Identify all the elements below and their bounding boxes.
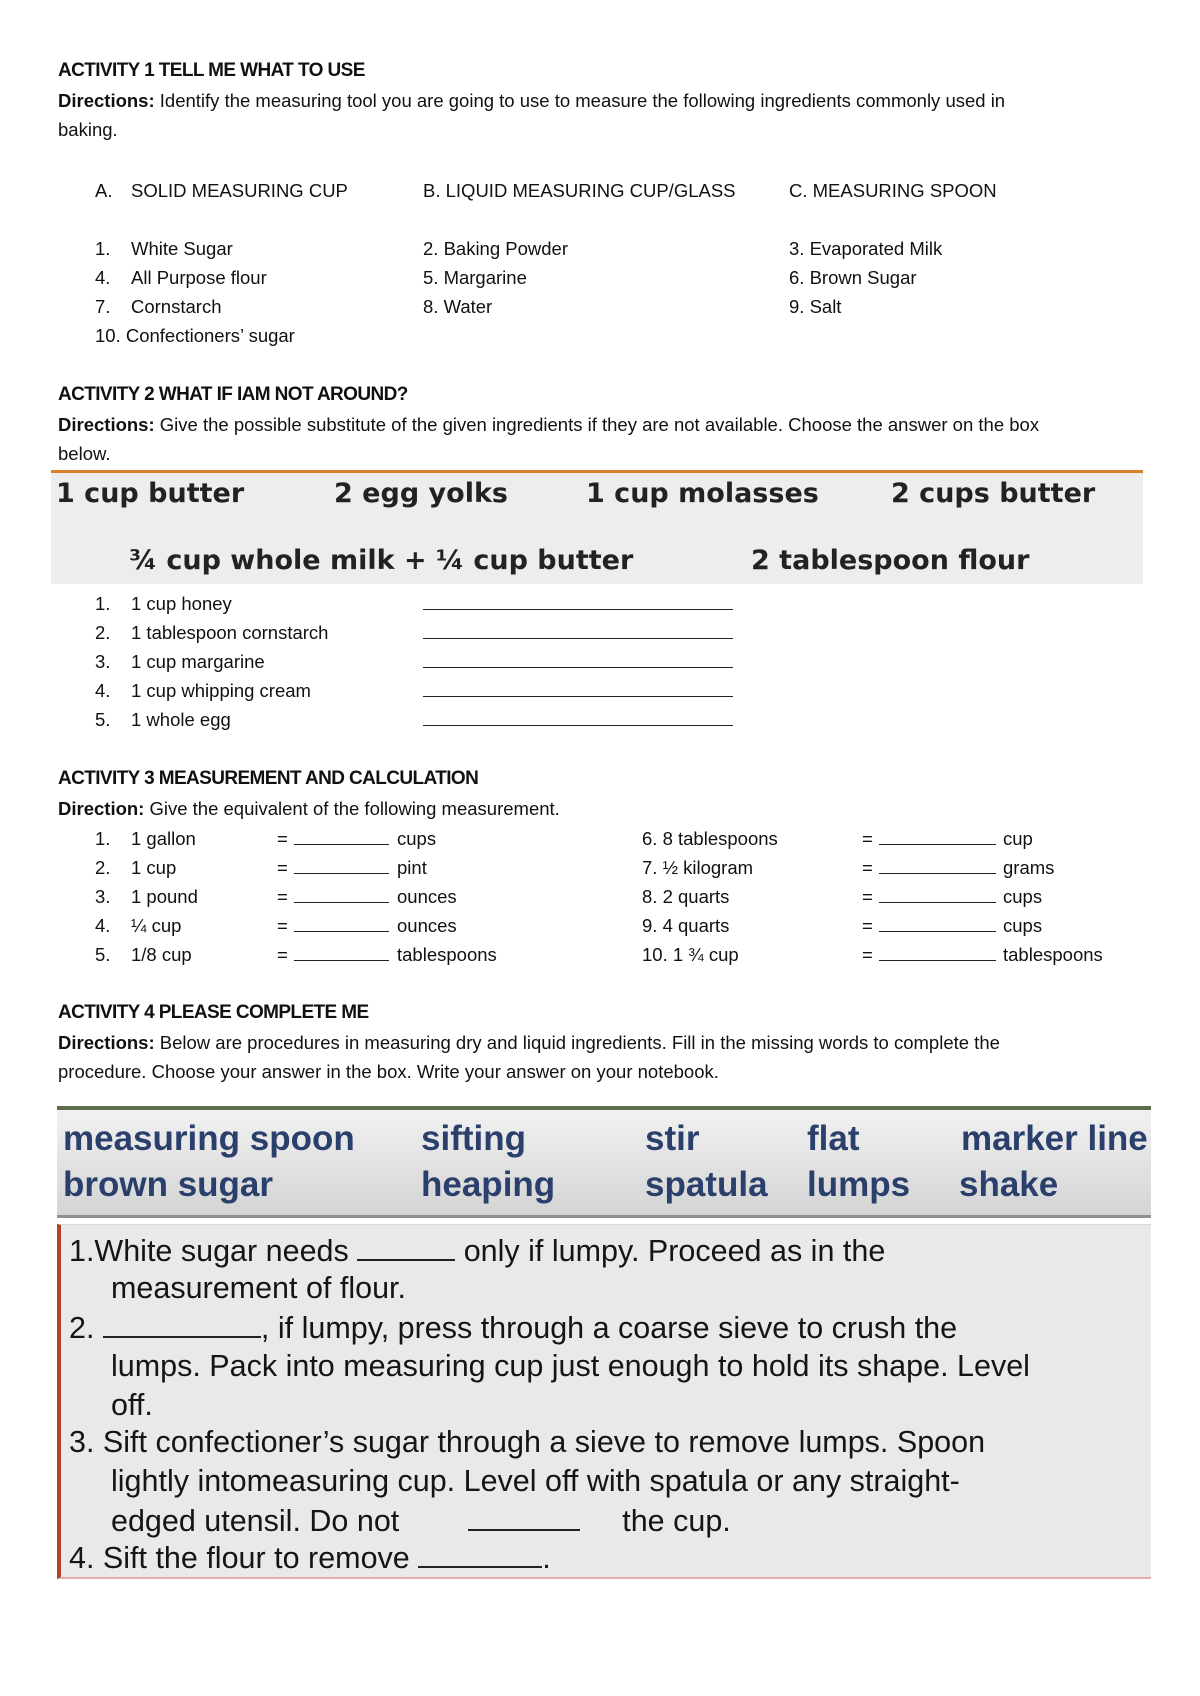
activity1-title: ACTIVITY 1 TELL ME WHAT TO USE <box>58 60 365 81</box>
item-text: 1 tablespoon cornstarch <box>131 622 329 643</box>
unit: tablespoons <box>397 944 497 965</box>
procedure-1 <box>69 1233 885 1269</box>
unit: grams <box>1003 857 1055 878</box>
item-text: 1 whole egg <box>131 709 231 730</box>
item-number: 5. <box>95 709 111 730</box>
item-number: 3. <box>95 651 111 672</box>
equals-sign: = <box>862 828 873 849</box>
activity3-directions <box>58 798 560 820</box>
item-text: Cornstarch <box>131 296 222 317</box>
answer-blank <box>103 1310 261 1338</box>
word-choice: marker line <box>961 1119 1148 1158</box>
answer-blank <box>294 915 389 932</box>
measurement: 7. ½ kilogram <box>642 857 754 878</box>
directions-label: Direction: <box>58 798 145 819</box>
equals-sign: = <box>862 915 873 936</box>
directions-label: Directions: <box>58 90 155 111</box>
option-a: SOLID MEASURING CUP <box>131 180 348 201</box>
answer-blank <box>357 1233 455 1261</box>
item-number: 5. <box>95 944 111 965</box>
procedure-text: the cup. <box>622 1504 731 1538</box>
equals-sign: = <box>277 857 288 878</box>
measurement: 8. 2 quarts <box>642 886 730 907</box>
word-choice: 2 tablespoon flour <box>751 545 1030 576</box>
measurement: 1 cup <box>131 857 177 878</box>
answer-blank <box>468 1503 580 1531</box>
answer-blank <box>879 944 996 961</box>
procedure-text: off. <box>111 1388 153 1422</box>
directions-text: Give the possible substitute of the given ingredients if they are not available. Choose the answer on the box <box>159 414 1040 435</box>
word-choice: spatula <box>645 1165 768 1204</box>
word-choice: heaping <box>421 1165 556 1204</box>
procedure-4 <box>69 1540 551 1576</box>
equals-sign: = <box>277 944 288 965</box>
item-number: 4. <box>95 680 111 701</box>
procedure-text: only if lumpy. Proceed as in the <box>463 1234 886 1268</box>
procedure-text: 1.White sugar needs <box>69 1234 349 1268</box>
procedure-text: 3. Sift confectioner’s sugar through a sieve to remove lumps. Spoon <box>69 1425 986 1459</box>
activity2-title: ACTIVITY 2 WHAT IF IAM NOT AROUND? <box>58 384 408 405</box>
procedure-text: measurement of flour. <box>111 1271 406 1305</box>
equals-sign: = <box>862 944 873 965</box>
item-text: All Purpose flour <box>131 267 267 288</box>
item-text: 1 cup margarine <box>131 651 265 672</box>
item-text: 1 cup honey <box>131 593 232 614</box>
word-choice: 2 cups butter <box>891 478 1096 509</box>
activity2-directions <box>58 414 1039 436</box>
equals-sign: = <box>277 915 288 936</box>
option-a-letter: A. <box>95 180 113 201</box>
measurement: 9. 4 quarts <box>642 915 730 936</box>
measurement: 6. 8 tablespoons <box>642 828 778 849</box>
item-number: 1. <box>95 593 111 614</box>
activity4-title: ACTIVITY 4 PLEASE COMPLETE ME <box>58 1002 369 1023</box>
answer-blank <box>879 915 996 932</box>
answer-blank <box>294 857 389 874</box>
unit: cup <box>1003 828 1033 849</box>
answer-blank <box>294 886 389 903</box>
procedure-text: edged utensil. Do not <box>111 1504 400 1538</box>
procedure-text: 2. <box>69 1311 95 1345</box>
measurement: ¼ cup <box>131 915 182 936</box>
word-choice: stir <box>645 1119 700 1158</box>
equals-sign: = <box>862 857 873 878</box>
item-number: 3. <box>95 886 111 907</box>
unit: ounces <box>397 915 457 936</box>
equals-sign: = <box>862 886 873 907</box>
activity1-directions <box>58 90 1005 112</box>
word-choice: lumps <box>807 1165 911 1204</box>
procedure-3-end <box>111 1503 731 1539</box>
procedure-text: lightly intomeasuring cup. Level off with spatula or any straight- <box>111 1464 960 1498</box>
answer-blank <box>879 828 996 845</box>
measurement: 10. 1 ¾ cup <box>642 944 739 965</box>
answer-blank <box>423 622 733 639</box>
directions-label: Directions: <box>58 414 155 435</box>
item-text: 3. Evaporated Milk <box>789 238 943 259</box>
item-text: White Sugar <box>131 238 233 259</box>
item-text: 9. Salt <box>789 296 842 317</box>
word-choice: flat <box>807 1119 860 1158</box>
answer-blank <box>294 944 389 961</box>
unit: tablespoons <box>1003 944 1103 965</box>
activity3-title: ACTIVITY 3 MEASUREMENT AND CALCULATION <box>58 768 479 789</box>
item-number: 1. <box>95 238 111 259</box>
word-choice: sifting <box>421 1119 526 1158</box>
procedure-text: 4. Sift the flour to remove <box>69 1541 410 1575</box>
directions-text: Identify the measuring tool you are going to use to measure the following ingredients commonly used in <box>159 90 1006 111</box>
item-number: 4. <box>95 915 111 936</box>
word-choice: ¾ cup whole milk + ¼ cup butter <box>129 545 634 576</box>
activity4-directions <box>58 1032 1000 1054</box>
item-text: 2. Baking Powder <box>423 238 569 259</box>
activity2-directions-cont: below. <box>58 443 111 464</box>
equals-sign: = <box>277 828 288 849</box>
activity4-directions-cont: procedure. Choose your answer in the box. Write your answer on your notebook. <box>58 1061 719 1082</box>
measurement: 1/8 cup <box>131 944 192 965</box>
item-text: 8. Water <box>423 296 493 317</box>
directions-text: Give the equivalent of the following measurement. <box>149 798 560 819</box>
procedure-text: . <box>542 1541 551 1575</box>
procedure-text: , if lumpy, press through a coarse sieve to crush the <box>260 1311 958 1345</box>
answer-blank <box>879 886 996 903</box>
option-b: B. LIQUID MEASURING CUP/GLASS <box>423 180 736 201</box>
answer-blank <box>423 680 733 697</box>
word-choice: 2 egg yolks <box>334 478 508 509</box>
unit: cups <box>397 828 437 849</box>
item-number: 7. <box>95 296 111 317</box>
word-choice: brown sugar <box>63 1165 274 1204</box>
item-text: 5. Margarine <box>423 267 527 288</box>
directions-label: Directions: <box>58 1032 155 1053</box>
answer-blank <box>294 828 389 845</box>
item-number: 2. <box>95 622 111 643</box>
word-choice: measuring spoon <box>63 1119 355 1158</box>
directions-text: Below are procedures in measuring dry and liquid ingredients. Fill in the missing words to complete the <box>159 1032 1000 1053</box>
answer-blank <box>418 1540 542 1568</box>
unit: cups <box>1003 886 1043 907</box>
item-text: 6. Brown Sugar <box>789 267 917 288</box>
item-text: 1 cup whipping cream <box>131 680 311 701</box>
answer-blank <box>879 857 996 874</box>
answer-blank <box>423 593 733 610</box>
option-c: C. MEASURING SPOON <box>789 180 997 201</box>
procedure-box <box>57 1224 1151 1579</box>
item-number: 4. <box>95 267 111 288</box>
item-number: 1. <box>95 828 111 849</box>
procedure-text: lumps. Pack into measuring cup just enough to hold its shape. Level <box>111 1349 1030 1383</box>
equals-sign: = <box>277 886 288 907</box>
measurement: 1 gallon <box>131 828 196 849</box>
fill-in-word-box <box>57 1106 1151 1218</box>
word-choice: 1 cup butter <box>56 478 245 509</box>
word-choice: 1 cup molasses <box>586 478 819 509</box>
answer-blank <box>423 651 733 668</box>
item-number: 2. <box>95 857 111 878</box>
unit: pint <box>397 857 427 878</box>
substitutes-word-box <box>51 470 1143 584</box>
item-text: 10. Confectioners’ sugar <box>95 325 295 346</box>
unit: cups <box>1003 915 1043 936</box>
answer-blank <box>423 709 733 726</box>
unit: ounces <box>397 886 457 907</box>
word-choice: shake <box>959 1165 1059 1204</box>
activity1-directions-cont: baking. <box>58 119 118 140</box>
measurement: 1 pound <box>131 886 198 907</box>
procedure-2 <box>69 1310 957 1346</box>
